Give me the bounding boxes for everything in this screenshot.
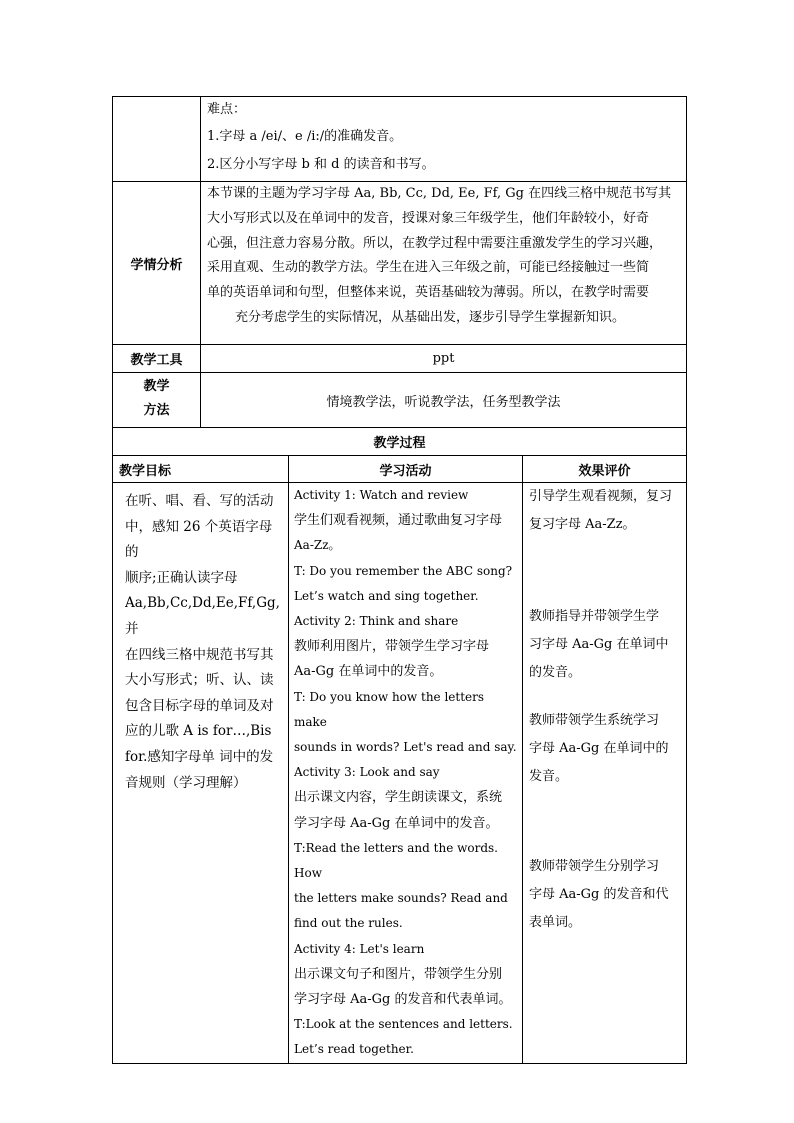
activity-line: T:Look at the sentences and letters. bbox=[294, 1017, 513, 1032]
activity-line: Activity 3: Look and say bbox=[294, 765, 440, 780]
methods-label bbox=[113, 373, 201, 428]
activity-line: Let’s watch and sing together. bbox=[294, 588, 479, 603]
activity-line: T:Read the letters and the words. How bbox=[294, 840, 498, 881]
analysis-line: 充分考虑学生的实际情况，从基础出发，逐步引导学生掌握新知识。 bbox=[235, 309, 626, 325]
analysis-line: 大小写形式以及在单词中的发音，授课对象三年级学生，他们年龄较小，好奇 bbox=[207, 210, 650, 226]
goal-line: 音规则（学习理解） bbox=[125, 774, 247, 791]
activity-line: find out the rules. bbox=[294, 916, 403, 931]
activity-line: Let’s read together. bbox=[294, 1042, 414, 1057]
tools-row bbox=[113, 345, 687, 373]
header-goal: 教学目标 bbox=[113, 456, 289, 483]
evaluation-block-3 bbox=[529, 707, 682, 853]
process-title-row bbox=[113, 428, 687, 456]
analysis-line: 心强，但注意力容易分散。所以，在教学过程中需要注重激发学生的学习兴趣， bbox=[207, 235, 663, 251]
activity-line: T: Do you remember the ABC song? bbox=[294, 563, 513, 578]
activity-cell bbox=[289, 483, 523, 1064]
activity-line: Activity 1: Watch and review bbox=[294, 488, 469, 502]
activity-line: Activity 2: Think and share bbox=[294, 614, 459, 629]
evaluation-line: 教师指导并带领学生学 bbox=[529, 609, 660, 624]
activity-line: Aa-Zz。 bbox=[294, 538, 341, 553]
goal-line: 顺序;正确认读字母 bbox=[125, 569, 238, 586]
header-activity: 学习活动 bbox=[289, 456, 523, 483]
activity-line: 出示课文内容，学生朗读课文，系统 bbox=[294, 790, 503, 806]
header-evaluation: 效果评价 bbox=[523, 456, 687, 483]
analysis-line: 单的英语单词和句型，但整体来说，英语基础较为薄弱。所以，在教学时需要 bbox=[207, 285, 650, 301]
evaluation-line: 表单词。 bbox=[529, 915, 582, 930]
difficulty-label-cell bbox=[113, 97, 201, 182]
goal-line: 大小写形式；听、认、读 bbox=[125, 672, 274, 689]
goal-line: for.感知字母单 词中的发 bbox=[125, 748, 274, 765]
activity-line: 出示课文句子和图片，带领学生分别 bbox=[294, 966, 503, 982]
evaluation-line: 教师带领学生分别学习 bbox=[529, 859, 660, 874]
process-content-row bbox=[113, 483, 687, 1064]
methods-value: 情境教学法，听说教学法，任务型教学法 bbox=[201, 373, 687, 428]
process-title: 教学过程 bbox=[113, 428, 687, 456]
evaluation-block-4 bbox=[529, 853, 682, 937]
analysis-row bbox=[113, 182, 687, 345]
analysis-label: 学情分析 bbox=[113, 182, 201, 345]
difficulty-line-2: 2.区分小写字母 b 和 d 的读音和书写。 bbox=[207, 157, 435, 172]
analysis-line: 采用直观、生动的教学方法。学生在进入三年级之前，可能已经接触过一些简 bbox=[207, 260, 650, 276]
goal-line: 在听、唱、看、写的活动 bbox=[125, 493, 274, 509]
difficulty-cell bbox=[201, 97, 687, 182]
goal-cell bbox=[113, 483, 289, 1064]
activity-line: 学习字母 Aa-Gg 在单词中的发音。 bbox=[294, 815, 499, 831]
evaluation-block-1 bbox=[529, 483, 682, 583]
goal-line: 应的儿歌 A is for…,Bis bbox=[125, 723, 272, 740]
activity-line: 学习字母 Aa-Gg 的发音和代表单词。 bbox=[294, 992, 512, 1008]
difficulty-title: 难点： bbox=[207, 102, 247, 117]
analysis-cell bbox=[201, 182, 687, 345]
activity-line: Activity 4: Let's learn bbox=[294, 941, 425, 956]
process-header-row bbox=[113, 456, 687, 483]
methods-label-line-1: 教学 bbox=[143, 379, 170, 394]
goal-line: 在四线三格中规范书写其 bbox=[125, 646, 274, 663]
difficulty-row bbox=[113, 97, 687, 182]
evaluation-line: 字母 Aa-Gg 的发音和代 bbox=[529, 887, 669, 902]
activity-line: Aa-Gg 在单词中的发音。 bbox=[294, 664, 443, 680]
evaluation-line: 复习字母 Aa-Zz。 bbox=[529, 517, 636, 532]
activity-line: 学生们观看视频，通过歌曲复习字母 bbox=[294, 513, 503, 529]
tools-label: 教学工具 bbox=[113, 345, 201, 373]
tools-value: ppt bbox=[201, 345, 687, 373]
evaluation-line: 的发音。 bbox=[529, 665, 582, 680]
evaluation-line: 字母 Aa-Gg 在单词中的 bbox=[529, 741, 669, 756]
lesson-plan-table bbox=[112, 96, 687, 1064]
evaluation-block-2 bbox=[529, 583, 682, 707]
analysis-line: 本节课的主题为学习字母 Aa, Bb, Cc, Dd, Ee, Ff, Gg 在四线三格中规范书写其 bbox=[207, 186, 672, 201]
goal-line: 中，感知 26 个英语字母的 bbox=[125, 518, 273, 561]
difficulty-line-1: 1.字母 a /ei/、e /i:/的准确发音。 bbox=[207, 129, 403, 144]
evaluation-line: 引导学生观看视频，复习 bbox=[529, 489, 673, 504]
evaluation-line: 教师带领学生系统学习 bbox=[529, 713, 660, 728]
activity-line: the letters make sounds? Read and bbox=[294, 891, 508, 906]
activity-line: T: Do you know how the letters make bbox=[294, 689, 485, 729]
evaluation-cell bbox=[523, 483, 687, 1064]
activity-line: 教师利用图片，带领学生学习字母 bbox=[294, 639, 490, 655]
methods-label-line-2: 方法 bbox=[143, 403, 170, 418]
evaluation-line: 习字母 Aa-Gg 在单词中 bbox=[529, 637, 669, 652]
activity-line: sounds in words? Let's read and say. bbox=[294, 740, 517, 755]
evaluation-line: 发音。 bbox=[529, 769, 569, 784]
goal-line: Aa,Bb,Cc,Dd,Ee,Ff,Gg,并 bbox=[125, 595, 280, 637]
methods-row bbox=[113, 373, 687, 428]
goal-line: 包含目标字母的单词及对 bbox=[125, 697, 274, 714]
